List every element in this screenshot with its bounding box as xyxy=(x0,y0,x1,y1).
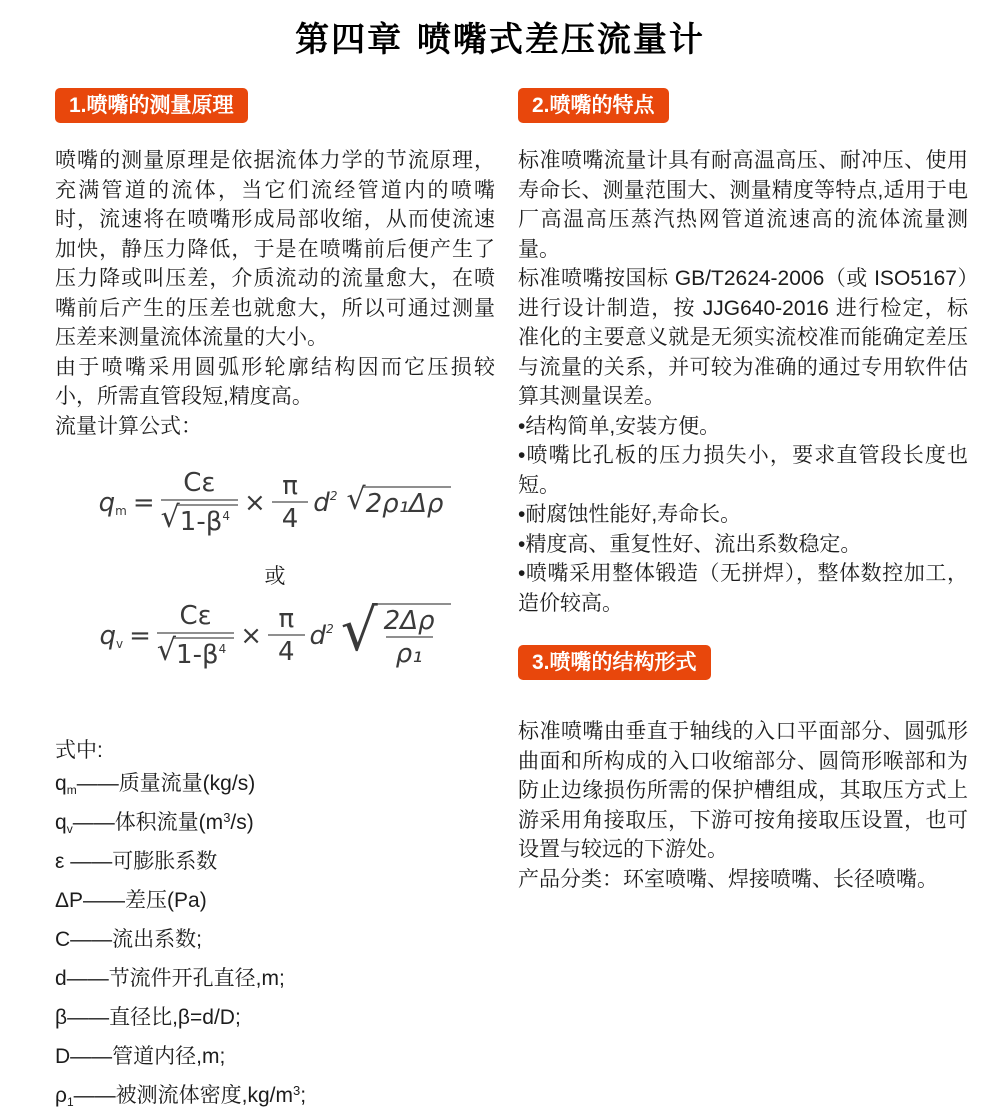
left-paragraphs xyxy=(55,146,495,441)
mass-flow-formula xyxy=(55,469,495,536)
equals-sign: = xyxy=(132,487,155,518)
paragraph: 标准喷嘴由垂直于轴线的入口平面部分、圆弧形曲面和所构成的入口收缩部分、圆筒形喉部和为防止边缘损伤所需的保护槽组成，其取压方式上游采用角接取压，下游可按角接取压设置，也可设置与较远的下游处。 xyxy=(518,720,968,861)
density-pressure-radical: √ 2ρ₁Δρ xyxy=(346,486,451,519)
paragraph: •喷嘴比孔板的压力损失小，要求直管段长度也短。 xyxy=(518,444,968,497)
where-label: 式中: xyxy=(55,739,103,763)
paragraph: 标准喷嘴按国标 GB/T2624-2006（或 ISO5167）进行设计制造，按 JJG640-2016 进行检定，标准化的主要意义就是无须实流校准而能确定差压与流量的关系，并可较为准确的通过专用软件估算其测量误差。 xyxy=(518,267,968,408)
radical-sign: √ xyxy=(156,632,177,668)
paragraph: •喷嘴采用整体锻造（无拼焊），整体数控加工，造价较高。 xyxy=(518,562,968,615)
coefficient-fraction: Cε √ $1-\beta^4$ xyxy=(157,602,234,669)
volume-flow-formula xyxy=(55,595,495,670)
definition-row: ΔP——差压(Pa) xyxy=(55,889,207,913)
radical-sign: √ xyxy=(160,499,180,535)
definition-row: $q_v——$体积流量$(m^3/s)$ xyxy=(55,810,254,837)
definition-row: ε ——可膨胀系数 xyxy=(55,850,218,874)
definition-row: β——直径比,β=d/D; xyxy=(55,1006,241,1030)
coefficient-fraction: Cε √ $1-\beta^4$ xyxy=(161,469,238,536)
or-label: 或 xyxy=(264,565,286,589)
paragraph: •耐腐蚀性能好,寿命长。 xyxy=(518,503,742,526)
pi-quarter-fraction: $\frac{\pi}{4}$ xyxy=(272,472,309,534)
times-sign: × xyxy=(243,487,266,518)
section-badge-measurement-principle: 1.喷嘴的测量原理 xyxy=(55,88,248,123)
structure-paragraphs xyxy=(518,717,968,894)
definition-row: $q_m——$质量流量(kg/s) xyxy=(55,772,256,798)
paragraph: 由于喷嘴采用圆弧形轮廓结构因而它压损较小，所需直管段短,精度高。 xyxy=(55,355,495,408)
formula-qv-symbol: $q_v$ xyxy=(99,620,124,651)
definition-row: D——管道内径,m; xyxy=(55,1045,226,1069)
equals-sign: = xyxy=(129,620,151,651)
diameter-squared: $d^2$ xyxy=(313,487,338,518)
paragraph: 产品分类：环室喷嘴、焊接喷嘴、长径喷嘴。 xyxy=(518,867,938,891)
paragraph: 流量计算公式： xyxy=(55,414,202,438)
paragraph: •精度高、重复性好、流出系数稳定。 xyxy=(518,532,862,556)
symbol-definitions xyxy=(55,765,495,1116)
left-column xyxy=(55,88,495,1116)
definition-row: d——节流件开孔直径,m; xyxy=(55,967,285,991)
pi-quarter-fraction: $\frac{\pi}{4}$ xyxy=(268,605,305,667)
paragraph: 喷嘴的测量原理是依据流体力学的节流原理，充满管道的流体，当它们流经管道内的喷嘴时，流速将在喷嘴形成局部收缩，从而使流速加快，静压力降低，于是在喷嘴前后便产生了压力降或叫压差，介质流动的流量愈大，在喷嘴前后产生的压差也就愈大，所以可通过测量压差来测量流体流量的大小。 xyxy=(55,149,495,349)
times-sign: × xyxy=(240,620,262,651)
section-badge-structure: 3.喷嘴的结构形式 xyxy=(518,645,711,680)
right-column xyxy=(518,88,968,894)
diameter-squared: $d^2$ xyxy=(309,620,334,651)
formula-qm-symbol: $q_m$ xyxy=(98,487,127,518)
paragraph: •结构简单,安装方便。 xyxy=(518,414,721,438)
pressure-density-radical: √ $\frac{2\Delta\rho}{\text{ρ₁}}$ xyxy=(341,603,451,669)
section-badge-characteristics: 2.喷嘴的特点 xyxy=(518,88,669,123)
page-title: 第四章 喷嘴式差压流量计 xyxy=(295,20,705,60)
paragraph: 标准喷嘴流量计具有耐高温高压、耐冲压、使用寿命长、测量范围大、测量精度等特点,适用于电厂高温高压蒸汽热网管道流速高的流体流量测量。 xyxy=(518,149,968,261)
definition-row: C——流出系数; xyxy=(55,928,203,952)
right-paragraphs xyxy=(518,146,968,618)
definition-row: $\rho_1——$被测流体密度$,kg/m^3$; xyxy=(55,1083,307,1110)
